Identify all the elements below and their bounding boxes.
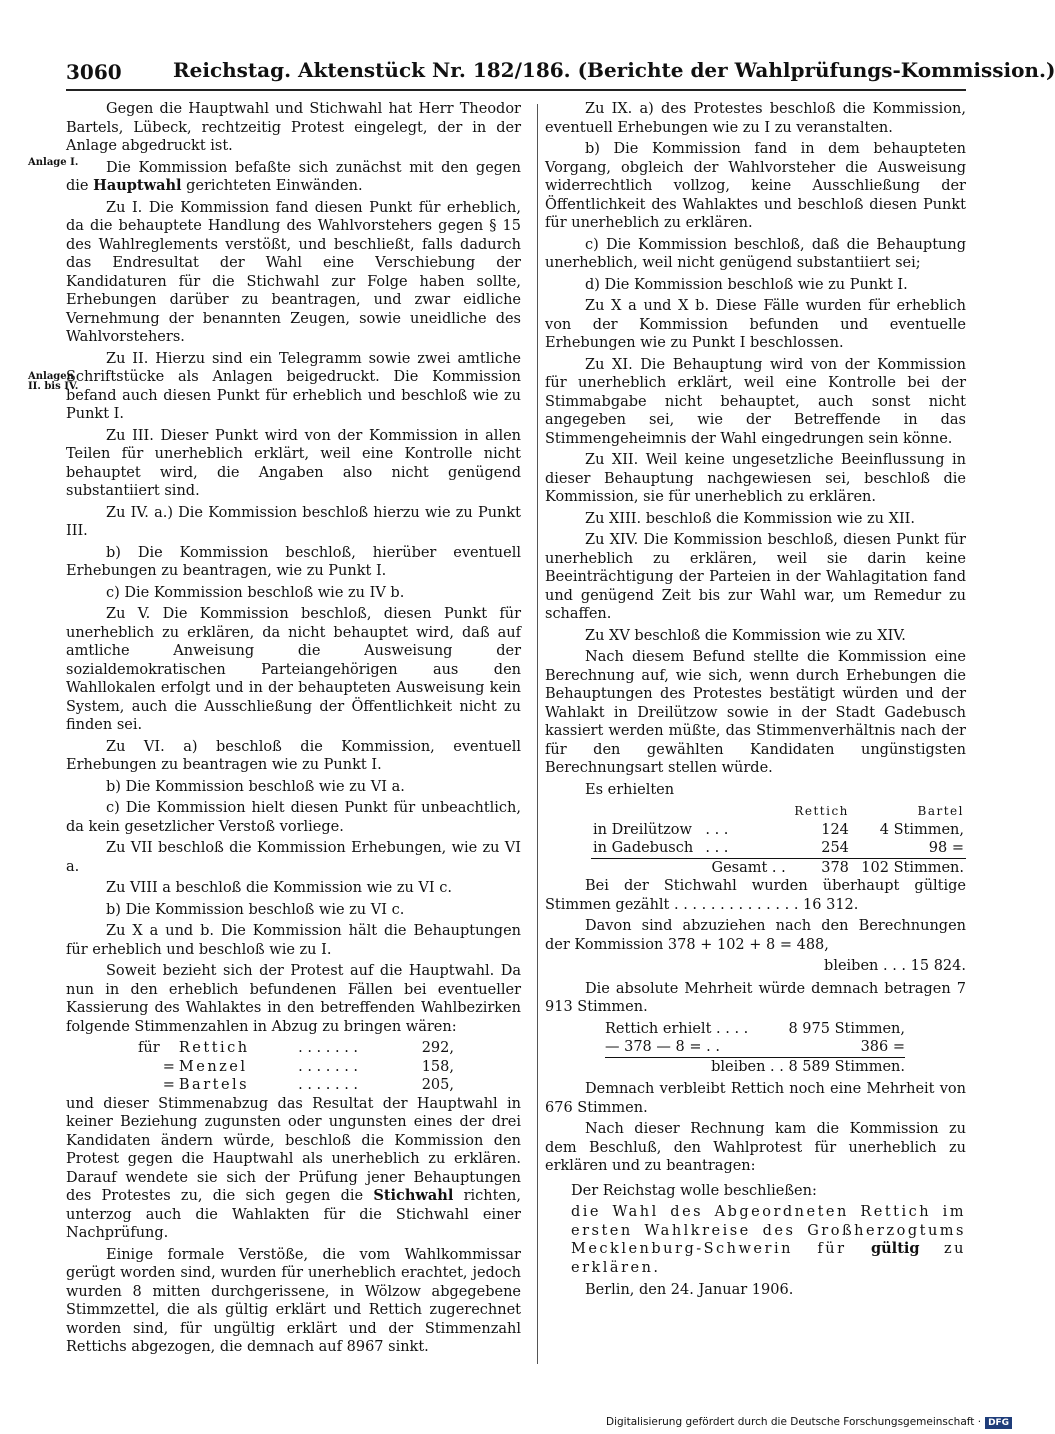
paragraph: b) Die Kommission beschloß, hierüber eventuell Erhebungen zu beantragen, wie zu Punkt I.: [66, 544, 521, 579]
paragraph: Zu VIII a beschloß die Kommission wie zu VI c.: [106, 880, 452, 896]
emphasis-stichwahl: Stichwahl: [373, 1187, 454, 1204]
right-column: [545, 100, 966, 1303]
paragraph: Zu IV. a.) Die Kommission beschloß hierzu wie zu Punkt III.: [66, 504, 521, 539]
paragraph: Zu III. Dieser Punkt wird von der Kommission in allen Teilen für unerheblich erklärt, weil eine Kontrolle nicht behauptet wird, die Angaben also nicht genügend substantiiert sind.: [66, 427, 521, 499]
paragraph: Zu VII beschloß die Kommission Erhebungen, wie zu VI a.: [66, 840, 521, 875]
table-header-row: [591, 802, 966, 821]
column-header-rettich: Rettich: [794, 804, 849, 818]
header-rule: [66, 89, 966, 91]
column-separator: [537, 104, 538, 1364]
paragraph: c) Die Kommission beschloß, daß die Behauptung unerheblich, weil nicht genügend substantiiert sei;: [545, 236, 966, 271]
paragraph: Zu XI. Die Behauptung wird von der Kommission für unerheblich erklärt, weil eine Kontrolle bei der Stimmabgabe nicht behauptet, auch sonst nicht angegeben sei, wie der Betreffende in das Stimmengeheimnis der Wahl eingedrungen sein könne.: [545, 356, 966, 447]
emphasis-hauptwahl: Hauptwahl: [93, 177, 182, 194]
margin-note-anlagen: Anlagen: [28, 371, 74, 382]
resolution-lead: Der Reichstag wolle beschließen:: [571, 1182, 817, 1199]
paragraph: b) Die Kommission beschloß wie zu VI a.: [106, 778, 405, 795]
paragraph: Einige formale Verstöße, die vom Wahlkommissar gerügt worden sind, wurden für unerheblich erachtet, jedoch wurden 8 mitten durchgerissene, in Wölzow abgegebene Stimmzettel, die als gültig erklärt und Rettich zugerechnet worden sind, für ungültig erklärt und der Stimmenzahl Rettichs abgezogen, die demnach auf 8967 sinkt.: [66, 1246, 521, 1355]
paragraph: Zu V. Die Kommission beschloß, diesen Punkt für unerheblich zu erklären, da nicht behauptet wird, daß auf amtliche Anweisung die Ausweisung der sozialdemokratischen Parteiangehörigen aus den Wahllokalen erfolgt und in der behaupteten Ausweisung kein System, auch die Ausschließung der Öffentlichkeit nicht zu finden sei.: [66, 606, 521, 733]
paragraph: Zu XII. Weil keine ungesetzliche Beeinflussung in dieser Behauptung nachgewiesen sei, beschloß die Kommission, sie für unerheblich zu erklären.: [545, 452, 966, 505]
paragraph: b) Die Kommission fand in dem behaupteten Vorgang, obgleich der Wahlvorsteher die Ausweisung widerrechtlich vollzog, keine Ausschließung der Öffentlichkeit des Wahlaktes und beschloß diesen Punkt für unerheblich zu erklären.: [545, 141, 966, 231]
paragraph: Zu XIV. Die Kommission beschloß, diesen Punkt für unerheblich zu erklären, weil sie darin keine Beeinträchtigung der Parteien in der Wahlagitation fand und genügend Zeit bis zur Wahl war, um Remedur zu schaffen.: [545, 532, 966, 622]
dfg-logo: DFG: [985, 1417, 1012, 1429]
running-title: Reichstag. Aktenstück Nr. 182/186. (Berichte der Wahlprüfungs-Kommission.): [173, 58, 1055, 82]
paragraph: Demnach verbleibt Rettich noch eine Mehrheit von 676 Stimmen.: [545, 1081, 966, 1116]
paragraph: Zu X a und X b. Diese Fälle wurden für erheblich von der Kommission befunden und eventuelle Erhebungen wie zu Punkt I beschlossen.: [545, 298, 966, 351]
column-header-bartel: Bartel: [917, 804, 964, 818]
emphasis-gueltig: gültig: [871, 1240, 920, 1257]
table-row: = Bartels . . . . . . . 205,: [162, 1077, 454, 1093]
paragraph: Nach diesem Befund stellte die Kommission eine Berechnung auf, wie sich, wenn durch Erhebungen die Behauptungen des Protestes bestätigt würden und der Wahlakt in Dreilützow sowie in der Stadt Gadebusch kassiert werden müßte, das Stimmenverhältnis nach der für den gewählten Kandidaten ungünstigsten Berechnungsart stellen würde.: [545, 649, 966, 776]
paragraph: Davon sind abzuziehen nach den Berechnungen der Kommission 378 + 102 + 8 = 488,: [545, 918, 966, 953]
paragraph: Zu II. Hierzu sind ein Telegramm sowie zwei amtliche Schriftstücke als Anlagen beigedruckt. Die Kommission befand auch diesen Punkt für erheblich und beschloß wie zu Punkt I.: [66, 350, 521, 422]
paragraph: Die absolute Mehrheit würde demnach betragen 7 913 Stimmen.: [545, 980, 966, 1015]
left-column: [66, 100, 521, 1360]
paragraph: Zu IX. a) des Protestes beschloß die Kommission, eventuell Erhebungen wie zu I zu veranstalten.: [545, 101, 966, 136]
majority-calculation: Rettich erhielt . . . . 8 975 Stimmen, — 378 — 8 = . . 386 = bleiben . . 8 589 Stimmen.: [605, 1020, 905, 1075]
paragraph: Zu XIII. beschloß die Kommission wie zu XII.: [585, 510, 916, 527]
page-header: [66, 58, 1055, 88]
margin-note-anlagen-range: II. bis IV.: [28, 381, 79, 392]
paragraph: Die Kommission befaßte sich zunächst mit den gegen die Hauptwahl gerichteten Einwänden.: [66, 159, 521, 194]
paragraph: Nach dieser Rechnung kam die Kommission zu dem Beschluß, den Wahlprotest für unerheblich zu erklären und zu beantragen:: [545, 1121, 966, 1174]
paragraph: Bei der Stichwahl wurden überhaupt gültige Stimmen gezählt . . . . . . . . . . . . . . 16 312.: [545, 878, 966, 913]
signature-date: Berlin, den 24. Januar 1906.: [585, 1282, 794, 1298]
table-row: in Gadebusch . . . 254 98 =: [593, 840, 964, 856]
paragraph: Es erhielten: [585, 781, 675, 798]
page-number: 3060: [66, 60, 122, 84]
paragraph: Zu XV beschloß die Kommission wie zu XIV.: [585, 627, 906, 644]
resolution-text: die Wahl des Abgeordneten Rettich im ersten Wahlkreise des Großherzogtums Mecklenburg-Schwerin für gültig zu erklären.: [571, 1204, 966, 1276]
vote-table: [591, 802, 966, 877]
paragraph: c) Die Kommission beschloß wie zu IV b.: [106, 584, 405, 601]
paragraph: Gegen die Hauptwahl und Stichwahl hat Herr Theodor Bartels, Lübeck, rechtzeitig Protest eingelegt, der in der Anlage abgedruckt ist.: [66, 101, 521, 154]
digitization-credit: Digitalisierung gefördert durch die Deutsche Forschungsgemeinschaft · DFG: [606, 1416, 1012, 1429]
margin-note-anlage-1: Anlage I.: [28, 157, 79, 168]
resolution: [571, 1182, 966, 1278]
paragraph: Zu VI. a) beschloß die Kommission, eventuell Erhebungen zu beantragen wie zu Punkt I.: [66, 738, 521, 773]
paragraph: b) Die Kommission beschloß wie zu VI c.: [106, 901, 405, 918]
paragraph: c) Die Kommission hielt diesen Punkt für unbeachtlich, da kein gesetzlicher Verstoß vorliege.: [66, 800, 521, 835]
table-row: in Dreilützow . . . 124 4 Stimmen,: [593, 821, 964, 838]
paragraph: und dieser Stimmenabzug das Resultat der Hauptwahl in keiner Beziehung zugunsten oder ungunsten eines der drei Kandidaten ändern würde, beschloß die Kommission den Protest gegen die Hauptwahl als unerheblich zu erklären. Darauf wendete sie sich der Prüfung jener Behauptungen des Protestes zu, die sich gegen die Stichwahl richten, unterzog auch die Wahlakten für die Stichwahl einer Nachprüfung.: [66, 1095, 521, 1241]
paragraph: Soweit bezieht sich der Protest auf die Hauptwahl. Da nun in den erheblich befundenen Fällen bei eventueller Kassierung des Wahlaktes in den betreffenden Wahlbezirken folgende Stimmenzahlen in Abzug zu bringen wären:: [66, 963, 521, 1035]
paragraph: Zu I. Die Kommission fand diesen Punkt für erheblich, da die behauptete Handlung des Wahlvorstehers gegen § 15 des Wahlreglements verstößt, und beschließt, falls dadurch das Endresultat der Wahl eine Verschiebung der Kandidaturen für die Stichwahl zur Folge haben sollte, Erhebungen darüber zu beantragen, und zwar eidliche Vernehmung der benannten Zeugen, sowie uneidliche des Wahlvorstehers.: [66, 199, 521, 345]
table-row: für Rettich . . . . . . . 292,: [138, 1040, 454, 1056]
deduction-table: [136, 1039, 456, 1095]
table-total-row: Gesamt . . 378 102 Stimmen.: [591, 858, 966, 877]
paragraph: Zu X a und b. Die Kommission hält die Behauptungen für erheblich und beschloß wie zu I.: [66, 923, 521, 958]
paragraph: d) Die Kommission beschloß wie zu Punkt I.: [585, 276, 908, 293]
remainder-line: bleiben . . . 15 824.: [824, 958, 966, 974]
table-row: = Menzel . . . . . . . 158,: [162, 1058, 454, 1075]
